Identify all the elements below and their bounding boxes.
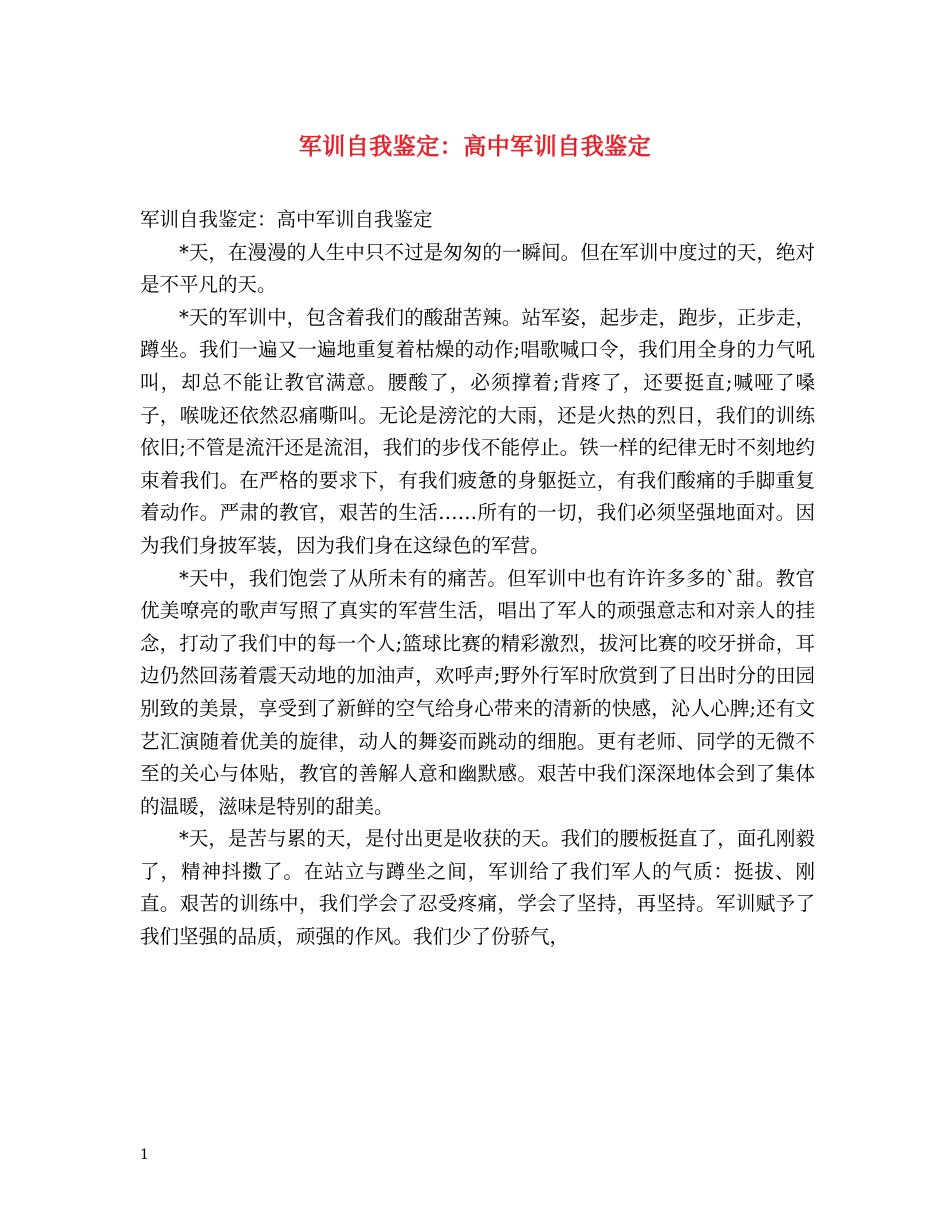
- paragraph: *天中，我们饱尝了从所未有的痛苦。但军训中也有许许多多的`甜。教官优美嘹亮的歌声写照了真实的军营生活，唱出了军人的顽强意志和对亲人的挂念，打动了我们中的每一个人;篮球比赛的精彩激烈，拔河比赛的咬牙拼命，耳边仍然回荡着震天动地的加油声，欢呼声;野外行军时欣赏到了日出时分的田园别致的美景，享受到了新鲜的空气给身心带来的清新的快感，沁人心脾;还有文艺汇演随着优美的旋律，动人的舞姿而跳动的细胞。更有老师、同学的无微不至的关心与体贴，教官的善解人意和幽默感。艰苦中我们深深地体会到了集体的温暖，滋味是特别的甜美。: [140, 566, 815, 818]
- document-title: 军训自我鉴定：高中军训自我鉴定: [298, 133, 652, 160]
- paragraph: *天，是苦与累的天，是付出更是收获的天。我们的腰板挺直了，面孔刚毅了，精神抖擞了。在站立与蹲坐之间，军训给了我们军人的气质：挺拔、刚直。艰苦的训练中，我们学会了忍受疼痛，学会了坚持，再坚持。军训赋予了我们坚强的品质，顽强的作风。我们少了份骄气，: [140, 827, 815, 949]
- paragraph: *天的军训中，包含着我们的酸甜苦辣。站军姿，起步走，跑步，正步走，蹲坐。我们一遍又一遍地重复着枯燥的动作;唱歌喊口令，我们用全身的力气吼叫，却总不能让教官满意。腰酸了，必须撑着;背疼了，还要挺直;喊哑了嗓子，喉咙还依然忍痛嘶叫。无论是滂沱的大雨，还是火热的烈日，我们的训练依旧;不管是流汗还是流泪，我们的步伐不能停止。铁一样的纪律无时不刻地约束着我们。在严格的要求下，有我们疲惫的身躯挺立，有我们酸痛的手脚重复着动作。严肃的教官，艰苦的生活……所有的一切，我们必须坚强地面对。因为我们身披军装，因为我们身在这绿色的军营。: [140, 305, 815, 557]
- document-body: [140, 204, 815, 954]
- paragraph: *天，在漫漫的人生中只不过是匆匆的一瞬间。但在军训中度过的天，绝对是不平凡的天。: [140, 240, 815, 297]
- page-number: 1: [140, 1147, 149, 1163]
- paragraph-heading: 军训自我鉴定：高中军训自我鉴定: [140, 208, 433, 231]
